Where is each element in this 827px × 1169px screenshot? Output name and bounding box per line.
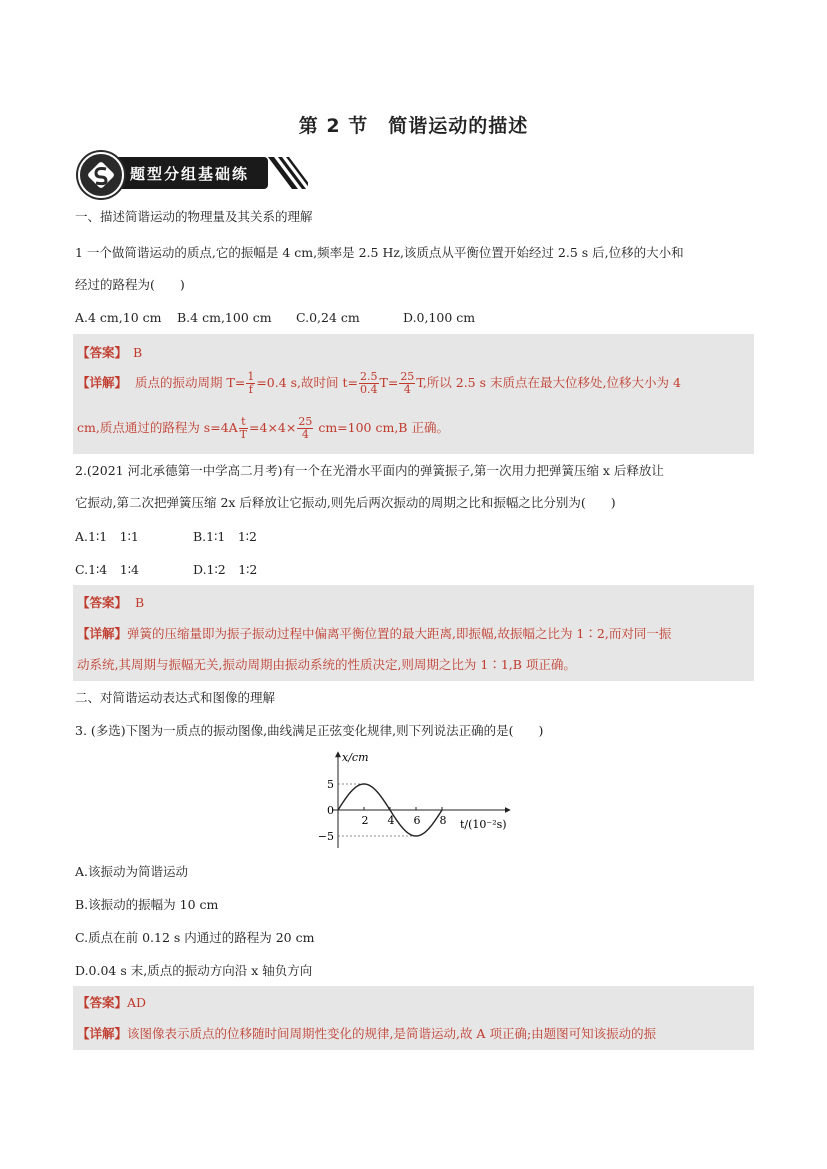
q3-answer-box	[73, 986, 754, 1050]
x-tick-label: 2	[361, 814, 369, 827]
page-title	[0, 111, 827, 138]
q1-option-b: B.4 cm,100 cm	[177, 310, 272, 325]
q3-option-b: B.该振动的振幅为 10 cm	[75, 897, 219, 912]
q2-detail-label: 【详解】	[77, 626, 128, 641]
section-heading-1: 一、描述简谐运动的物理量及其关系的理解	[75, 209, 313, 224]
y-tick-label: 0	[327, 804, 334, 817]
q3-answer-value: AD	[127, 995, 147, 1010]
q2-option-d: D.1∶2 1∶2	[193, 562, 258, 577]
q2-option-c: C.1∶4 1∶4	[75, 562, 139, 577]
y-tick-label: 5	[327, 778, 334, 791]
q3-answer-label: 【答案】	[77, 995, 128, 1010]
q1-stem-line2: 经过的路程为( )	[75, 277, 185, 292]
fraction: $\frac{1}{f}$	[247, 370, 255, 396]
x-tick-label: 8	[439, 814, 447, 827]
title-topic: 简谐运动的描述	[388, 115, 529, 137]
q3-answer	[77, 993, 146, 1011]
q1-detail-line2: cm,质点通过的路程为 s=4A $\frac{t}{T}$ =4×4× $\frac{25}{4}$ cm=100 cm,B 正确。	[77, 415, 449, 441]
q1-stem-line1: 1 一个做简谐运动的质点,它的振幅是 4 cm,频率是 2.5 Hz,该质点从平衡位置开始经过 2.5 s 后,位移的大小和	[75, 245, 684, 260]
x-tick-label: 6	[413, 814, 421, 827]
x-tick-label: 4	[387, 814, 395, 827]
q1-detail-line1: 【详解】 质点的振动周期 T= $\frac{1}{f}$ =0.4 s,故时间 t= $\frac{2.5}{0.4}$ T= $\frac{25}{4}$ T,所以 2.5 s 末质点在最大位移处,位移大小为 4	[77, 370, 681, 396]
q2-option-a: A.1∶1 1∶1	[75, 529, 139, 544]
q1-answer-box	[73, 334, 754, 454]
q2-answer-box	[73, 585, 754, 681]
q3-stem: 3. (多选)下图为一质点的振动图像,曲线满足正弦变化规律,则下列说法正确的是( )	[75, 723, 544, 738]
q2-answer-label: 【答案】	[77, 595, 128, 610]
y-axis-label: x/cm	[342, 751, 369, 764]
fraction: $\frac{2.5}{0.4}$	[360, 370, 378, 396]
q3-option-d: D.0.04 s 末,质点的振动方向沿 x 轴负方向	[75, 963, 313, 978]
q1-answer-label: 【答案】	[77, 345, 128, 360]
fraction: $\frac{25}{4}$	[298, 415, 313, 441]
q1-option-a: A.4 cm,10 cm	[75, 310, 162, 325]
section-heading-2: 二、对简谐运动表达式和图像的理解	[75, 690, 276, 705]
s-badge-icon	[78, 152, 124, 198]
q3-option-c: C.质点在前 0.12 s 内通过的路程为 20 cm	[75, 930, 315, 945]
title-section-number: 第 2 节	[298, 115, 369, 137]
fraction: $\frac{t}{T}$	[239, 415, 248, 441]
q2-answer	[77, 593, 144, 611]
q3-detail-line1: 【详解】该图像表示质点的位移随时间周期性变化的规律,是简谐运动,故 A 项正确;由题图可知该振动的振	[77, 1026, 657, 1041]
q1-option-c: C.0,24 cm	[296, 310, 360, 325]
q2-stem-line1: 2.(2021 河北承德第一中学高二月考)有一个在光滑水平面内的弹簧振子,第一次用力把弹簧压缩 x 后释放让	[75, 463, 664, 478]
vibration-graph	[312, 744, 522, 856]
q2-stem-line2: 它振动,第二次把弹簧压缩 2x 后释放让它振动,则先后两次振动的周期之比和振幅之比分别为( )	[75, 495, 616, 510]
q2-detail-line1: 【详解】弹簧的压缩量即为振子振动过程中偏离平衡位置的最大距离,即振幅,故振幅之比为 1∶2,而对同一振	[77, 626, 672, 641]
x-axis-label: t/(10⁻²s)	[460, 818, 507, 831]
q2-option-b: B.1∶1 1∶2	[193, 529, 257, 544]
q1-option-d: D.0,100 cm	[403, 310, 476, 325]
q3-option-a: A.该振动为简谐运动	[75, 864, 189, 879]
q3-detail-label: 【详解】	[77, 1026, 128, 1041]
fraction: $\frac{25}{4}$	[400, 370, 415, 396]
q1-detail-label: 【详解】	[77, 375, 128, 390]
banner-label: 题型分组基础练	[130, 165, 250, 183]
q1-answer	[77, 343, 142, 361]
banner-stripes	[268, 157, 308, 189]
q1-answer-value: B	[133, 345, 143, 360]
y-tick-label: −5	[317, 830, 334, 843]
q2-answer-value: B	[135, 595, 145, 610]
section-banner	[78, 152, 308, 196]
q2-detail-line2: 动系统,其周期与振幅无关,振动周期由振动系统的性质决定,则周期之比为 1∶1,B 项正确。	[77, 657, 576, 672]
